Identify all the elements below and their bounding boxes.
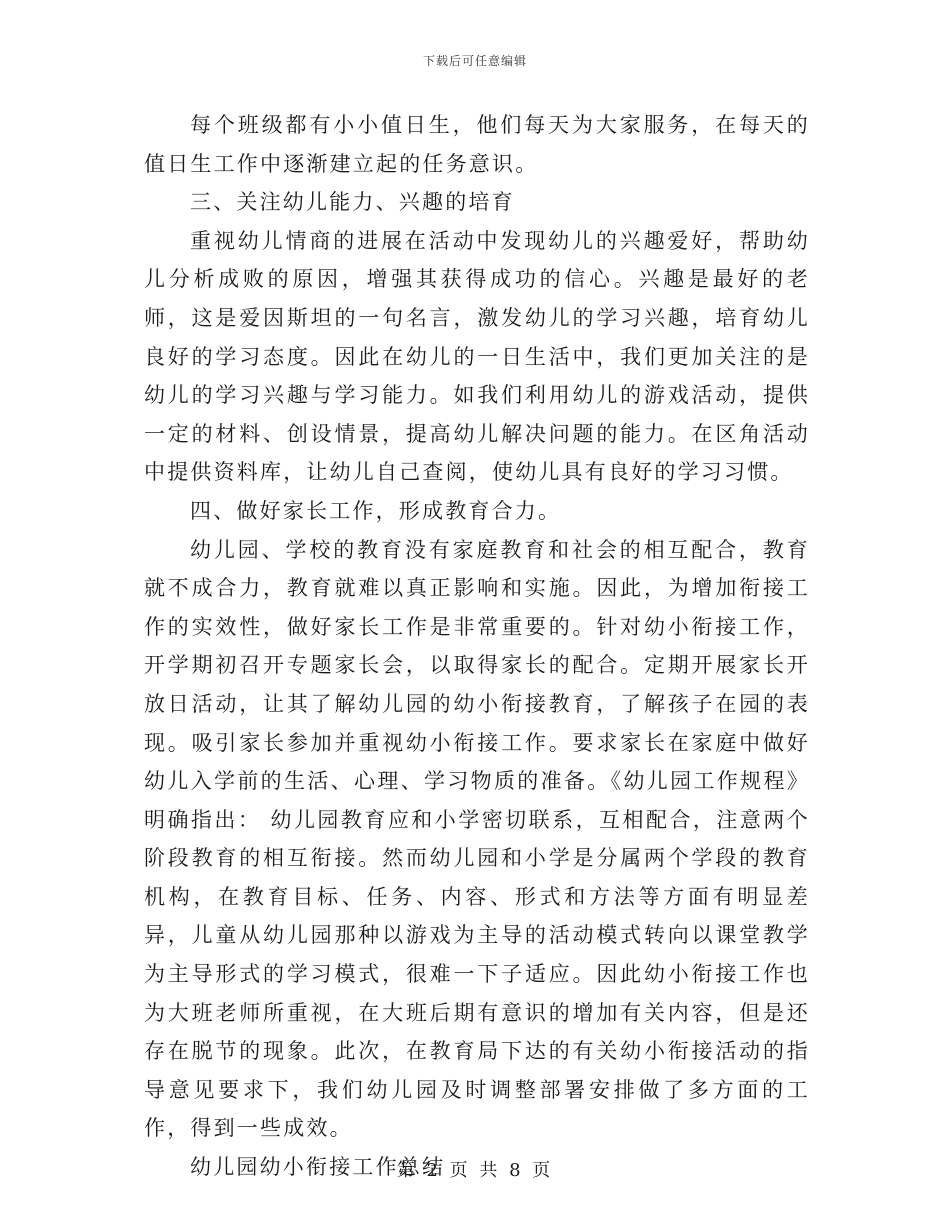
paragraph-duty-students: 每个班级都有小小值日生，他们每天为大家服务，在每天的值日生工作中逐渐建立起的任务意识。 [144, 113, 810, 176]
page-number: 第 2 页 共 8 页 [396, 1160, 554, 1181]
summary-title: 幼儿园幼小衔接工作总结 [190, 1155, 446, 1180]
section-heading-3: 三、关注幼儿能力、兴趣的培育 [190, 190, 515, 215]
section-heading-4: 四、做好家长工作，形成教育合力。 [190, 498, 562, 523]
paragraph-interest-cultivation: 重视幼儿情商的进展在活动中发现幼儿的兴趣爱好，帮助幼儿分析成败的原因，增强其获得成功的信心。兴趣是最好的老师，这是爱因斯坦的一句名言，激发幼儿的学习兴趣，培育幼儿良好的学习态度。因此在幼儿的一日生活中，我们更加关注的是幼儿的学习兴趣与学习能力。如我们利用幼儿的游戏活动，提供一定的材料、创设情景，提高幼儿解决问题的能力。在区角活动中提供资料库，让幼儿自己查阅，使幼儿具有良好的学习习惯。 [144, 228, 810, 485]
paragraph-parent-work: 幼儿园、学校的教育没有家庭教育和社会的相互配合，教育就不成合力，教育就难以真正影响和实施。因此，为增加衔接工作的实效性，做好家长工作是非常重要的。针对幼小衔接工作，开学期初召开专题家长会，以取得家长的配合。定期开展家长开放日活动，让其了解幼儿园的幼小衔接教育，了解孩子在园的表现。吸引家长参加并重视幼小衔接工作。要求家长在家庭中做好幼儿入学前的生活、心理、学习物质的准备。《幼儿园工作规程》明确指出： 幼儿园教育应和小学密切联系，互相配合，注意两个阶段教育的相互衔接。然而幼儿园和小学是分属两个学段的教育机构，在教育目标、任务、内容、形式和方法等方面有明显差异，儿童从幼儿园那种以游戏为主导的活动模式转向以课堂教学为主导形式的学习模式，很难一下子适应。因此幼小衔接工作也为大班老师所重视，在大班后期有意识的增加有关内容，但是还存在脱节的现象。此次，在教育局下达的有关幼小衔接活动的指导意见要求下，我们幼儿园及时调整部署安排做了多方面的工作，得到一些成效。 [144, 537, 810, 1141]
page-header: 下载后可任意编辑 [422, 54, 527, 68]
document-body [144, 106, 810, 1187]
